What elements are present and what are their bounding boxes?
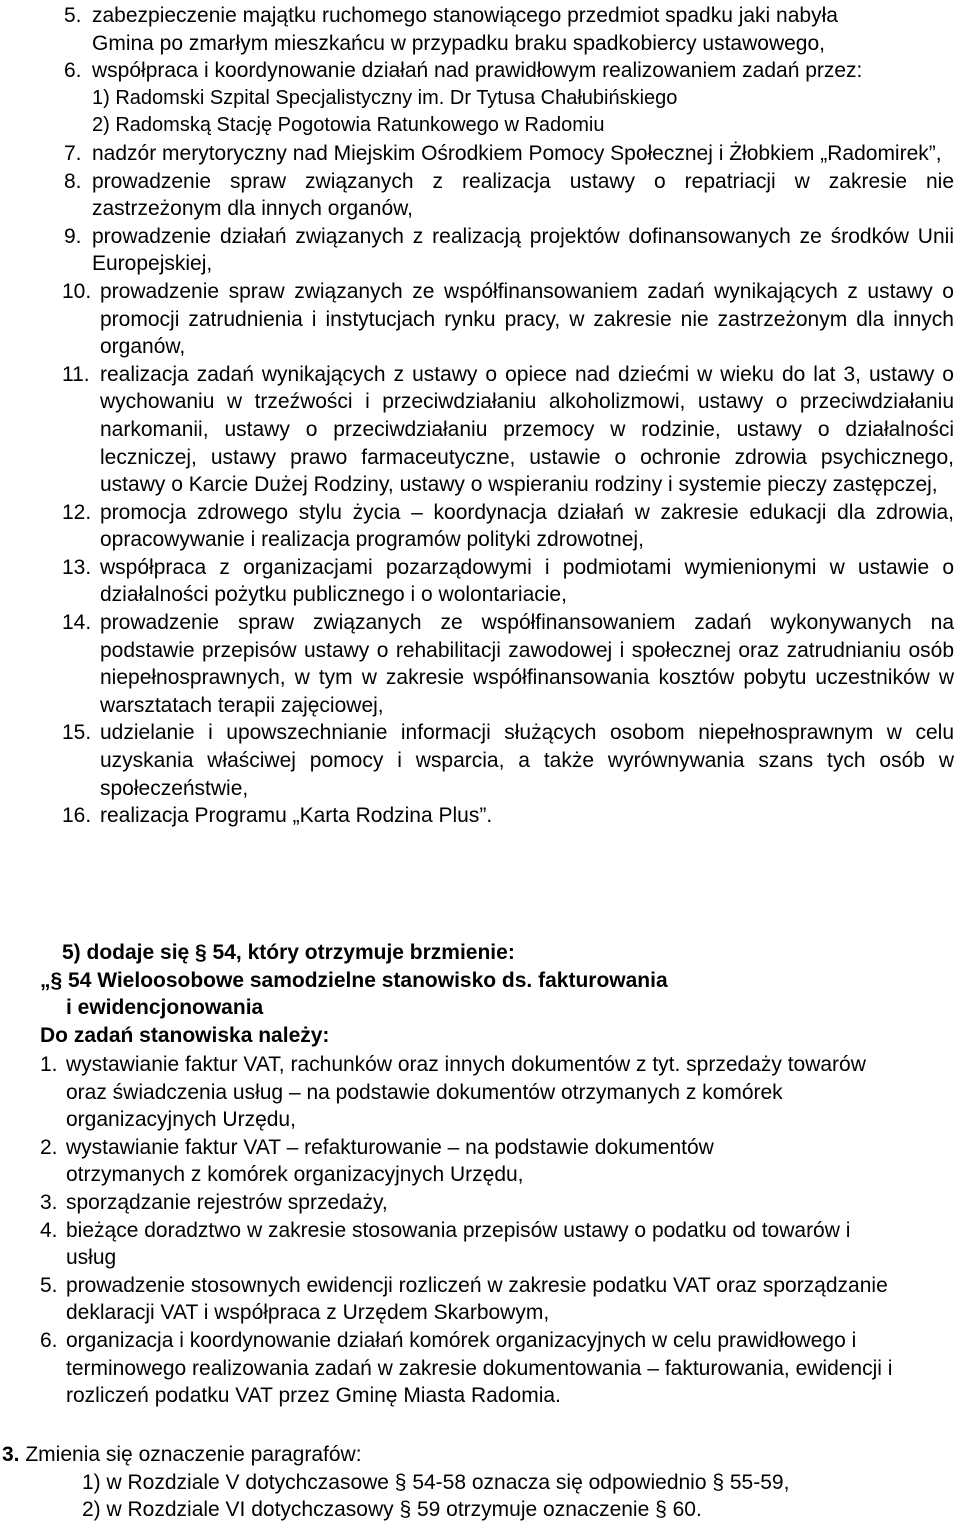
list-item — [0, 719, 958, 802]
list-item-text: realizacja zadań wynikających z ustawy o opiece nad dziećmi w wieku do lat 3, ustawy o wychowaniu w trzeźwości i przeciwdziałaniu alkoholizmowi, ustawy o przeciwdziałaniu narkomanii, ustawy o przeciwdziałaniu przemocy w rodzinie, ustawy o działalności leczniczej, ustawy prawo farmaceutyczne, ustawie o ochronie zdrowia psychicznego, ustawy o Karcie Dużej Rodziny, ustawy o wspieraniu rodziny i systemie pieczy zastępczej, — [100, 362, 954, 497]
list-item-text: prowadzenie spraw związanych z realizacja ustawy o repatriacji w zakresie nie zastrzeżonym dla innych organów, — [92, 169, 954, 221]
list-item-number: 1. — [40, 1053, 58, 1076]
list-item-number: 4. — [40, 1218, 58, 1242]
paragraph-54-block — [0, 939, 960, 1049]
list-item — [0, 609, 958, 719]
section-number: 3. — [2, 1443, 20, 1466]
list-item-number: 13. — [62, 555, 92, 579]
position-tasks-list — [0, 1051, 960, 1410]
position-title: „§ 54 Wieloosobowe samodzielne stanowisko ds. fakturowania — [40, 968, 668, 992]
list-item — [0, 554, 958, 609]
list-item-text: współpraca z organizacjami pozarządowymi i podmiotami wymienionymi w ustawie o działalności pożytku publicznego i o wolontariacie, — [100, 555, 954, 607]
amendment-heading: 5) dodaje się § 54, który otrzymuje brzmienie: — [62, 941, 515, 964]
section-heading: Zmienia się oznaczenie paragrafów: — [25, 1443, 362, 1466]
list-item — [0, 1051, 900, 1134]
list-item-text: zabezpieczenie majątku ruchomego stanowiącego przedmiot spadku jaki nabyła Gmina po zmarłym mieszkańcu w przypadku braku spadkobiercy ustawowego, — [92, 4, 838, 55]
list-item-text: prowadzenie działań związanych z realizacją projektów dofinansowanych ze środków Unii Europejskiej, — [92, 224, 954, 276]
list-item — [0, 1134, 840, 1189]
sub-item: 2) Radomską Stację Pogotowia Ratunkowego w Radomiu — [92, 114, 605, 137]
list-item-text: współpraca i koordynowanie działań nad prawidłowym realizowaniem zadań przez: — [92, 59, 863, 83]
list-item-text: sporządzanie rejestrów sprzedaży, — [66, 1190, 388, 1214]
list-item-text: prowadzenie spraw związanych ze współfinansowaniem zadań wynikających z ustawy o promocji zatrudnienia i instytucjach rynku pracy, w zakresie nie zastrzeżonym dla innych organów, — [100, 279, 954, 359]
list-item-text: organizacja i koordynowanie działań komórek organizacyjnych w celu prawidłowego i terminowego realizowania zadań w zakresie dokumentowania – fakturowania, ewidencji i rozliczeń podatku VAT przez Gminę Miasta Radomia. — [66, 1328, 893, 1408]
sub-item: 1) Radomski Szpital Specjalistyczny im. Dr Tytusa Chałubińskiego — [92, 86, 678, 109]
list-item — [0, 1327, 920, 1410]
list-item-number: 16. — [62, 804, 92, 828]
list-item — [0, 1217, 900, 1272]
list-item-text: prowadzenie spraw związanych ze współfinansowaniem zadań wykonywanych na podstawie przepisów ustawy o rehabilitacji zawodowej i społecznej oraz zatrudnianiu osób niepełnosprawnych, w tym w zakresie współfinansowania kosztów pobytu uczestników w warsztatach terapii zajęciowej, — [100, 611, 954, 717]
list-item-number: 14. — [62, 611, 92, 635]
renumbering-item: 2) w Rozdziale VI dotychczasowy § 59 otrzymuje oznaczenie § 60. — [82, 1498, 702, 1522]
list-item — [0, 361, 958, 499]
list-item — [0, 2, 952, 57]
renumbering-item: 1) w Rozdziale V dotychczasowe § 54-58 oznacza się odpowiednio § 55-59, — [82, 1470, 790, 1494]
list-item-text: nadzór merytoryczny nad Miejskim Ośrodkiem Pomocy Społecznej i Żłobkiem „Radomirek”, — [92, 141, 942, 165]
list-item — [0, 499, 958, 554]
list-item-number: 6. — [40, 1328, 58, 1352]
list-item — [0, 140, 958, 168]
list-item-number: 7. — [64, 141, 82, 165]
list-item-text: prowadzenie stosownych ewidencji rozliczeń w zakresie podatku VAT oraz sporządzanie deklaracji VAT i współpraca z Urzędem Skarbowym, — [66, 1273, 888, 1325]
list-item-number: 5. — [64, 4, 82, 27]
list-item-text: wystawianie faktur VAT – refakturowanie – na podstawie dokumentów otrzymanych z komórek organizacyjnych Urzędu, — [66, 1135, 714, 1187]
list-item — [0, 1189, 900, 1217]
list-item-text: udzielanie i upowszechnianie informacji służących osobom niepełnosprawnym w celu uzyskania właściwej pomocy i wsparcia, a także wyrównywania szans tych osób w społeczeństwie, — [100, 721, 954, 800]
tasks-heading: Do zadań stanowiska należy: — [40, 1023, 330, 1047]
list-item-number: 3. — [40, 1190, 58, 1214]
list-item-text: promocja zdrowego stylu życia – koordynacja działań w zakresie edukacji dla zdrowia, opracowywanie i realizacja programów polityki zdrowotnej, — [100, 500, 954, 552]
list-item — [0, 278, 958, 361]
list-item-number: 8. — [64, 169, 82, 193]
list-item — [0, 223, 958, 278]
list-item-text: realizacja Programu „Karta Rodzina Plus”. — [100, 804, 493, 828]
list-item-number: 15. — [62, 721, 92, 745]
list-item-text: bieżące doradztwo w zakresie stosowania przepisów ustawy o podatku od towarów i usług — [66, 1218, 851, 1270]
list-item-number: 2. — [40, 1135, 58, 1159]
list-item-number: 10. — [62, 279, 92, 303]
renumbering-heading — [0, 1441, 960, 1469]
list-item-number: 9. — [64, 224, 82, 248]
list-item-number: 5. — [40, 1273, 58, 1297]
list-item — [0, 1272, 900, 1327]
list-item-number: 6. — [64, 59, 82, 83]
list-item — [0, 57, 952, 85]
list-item — [0, 168, 958, 223]
renumbering-block — [0, 1441, 960, 1524]
position-title-continued: i ewidencjonowania — [66, 996, 264, 1020]
list-item-number: 11. — [62, 362, 90, 386]
duties-list-continued — [0, 2, 960, 830]
list-item-text: wystawianie faktur VAT, rachunków oraz innych dokumentów z tyt. sprzedaży towarów oraz świadczenia usług – na podstawie dokumentów otrzymanych z komórek organizacyjnych Urzędu, — [66, 1053, 866, 1132]
list-item-number: 12. — [62, 500, 92, 524]
list-item — [0, 802, 958, 830]
